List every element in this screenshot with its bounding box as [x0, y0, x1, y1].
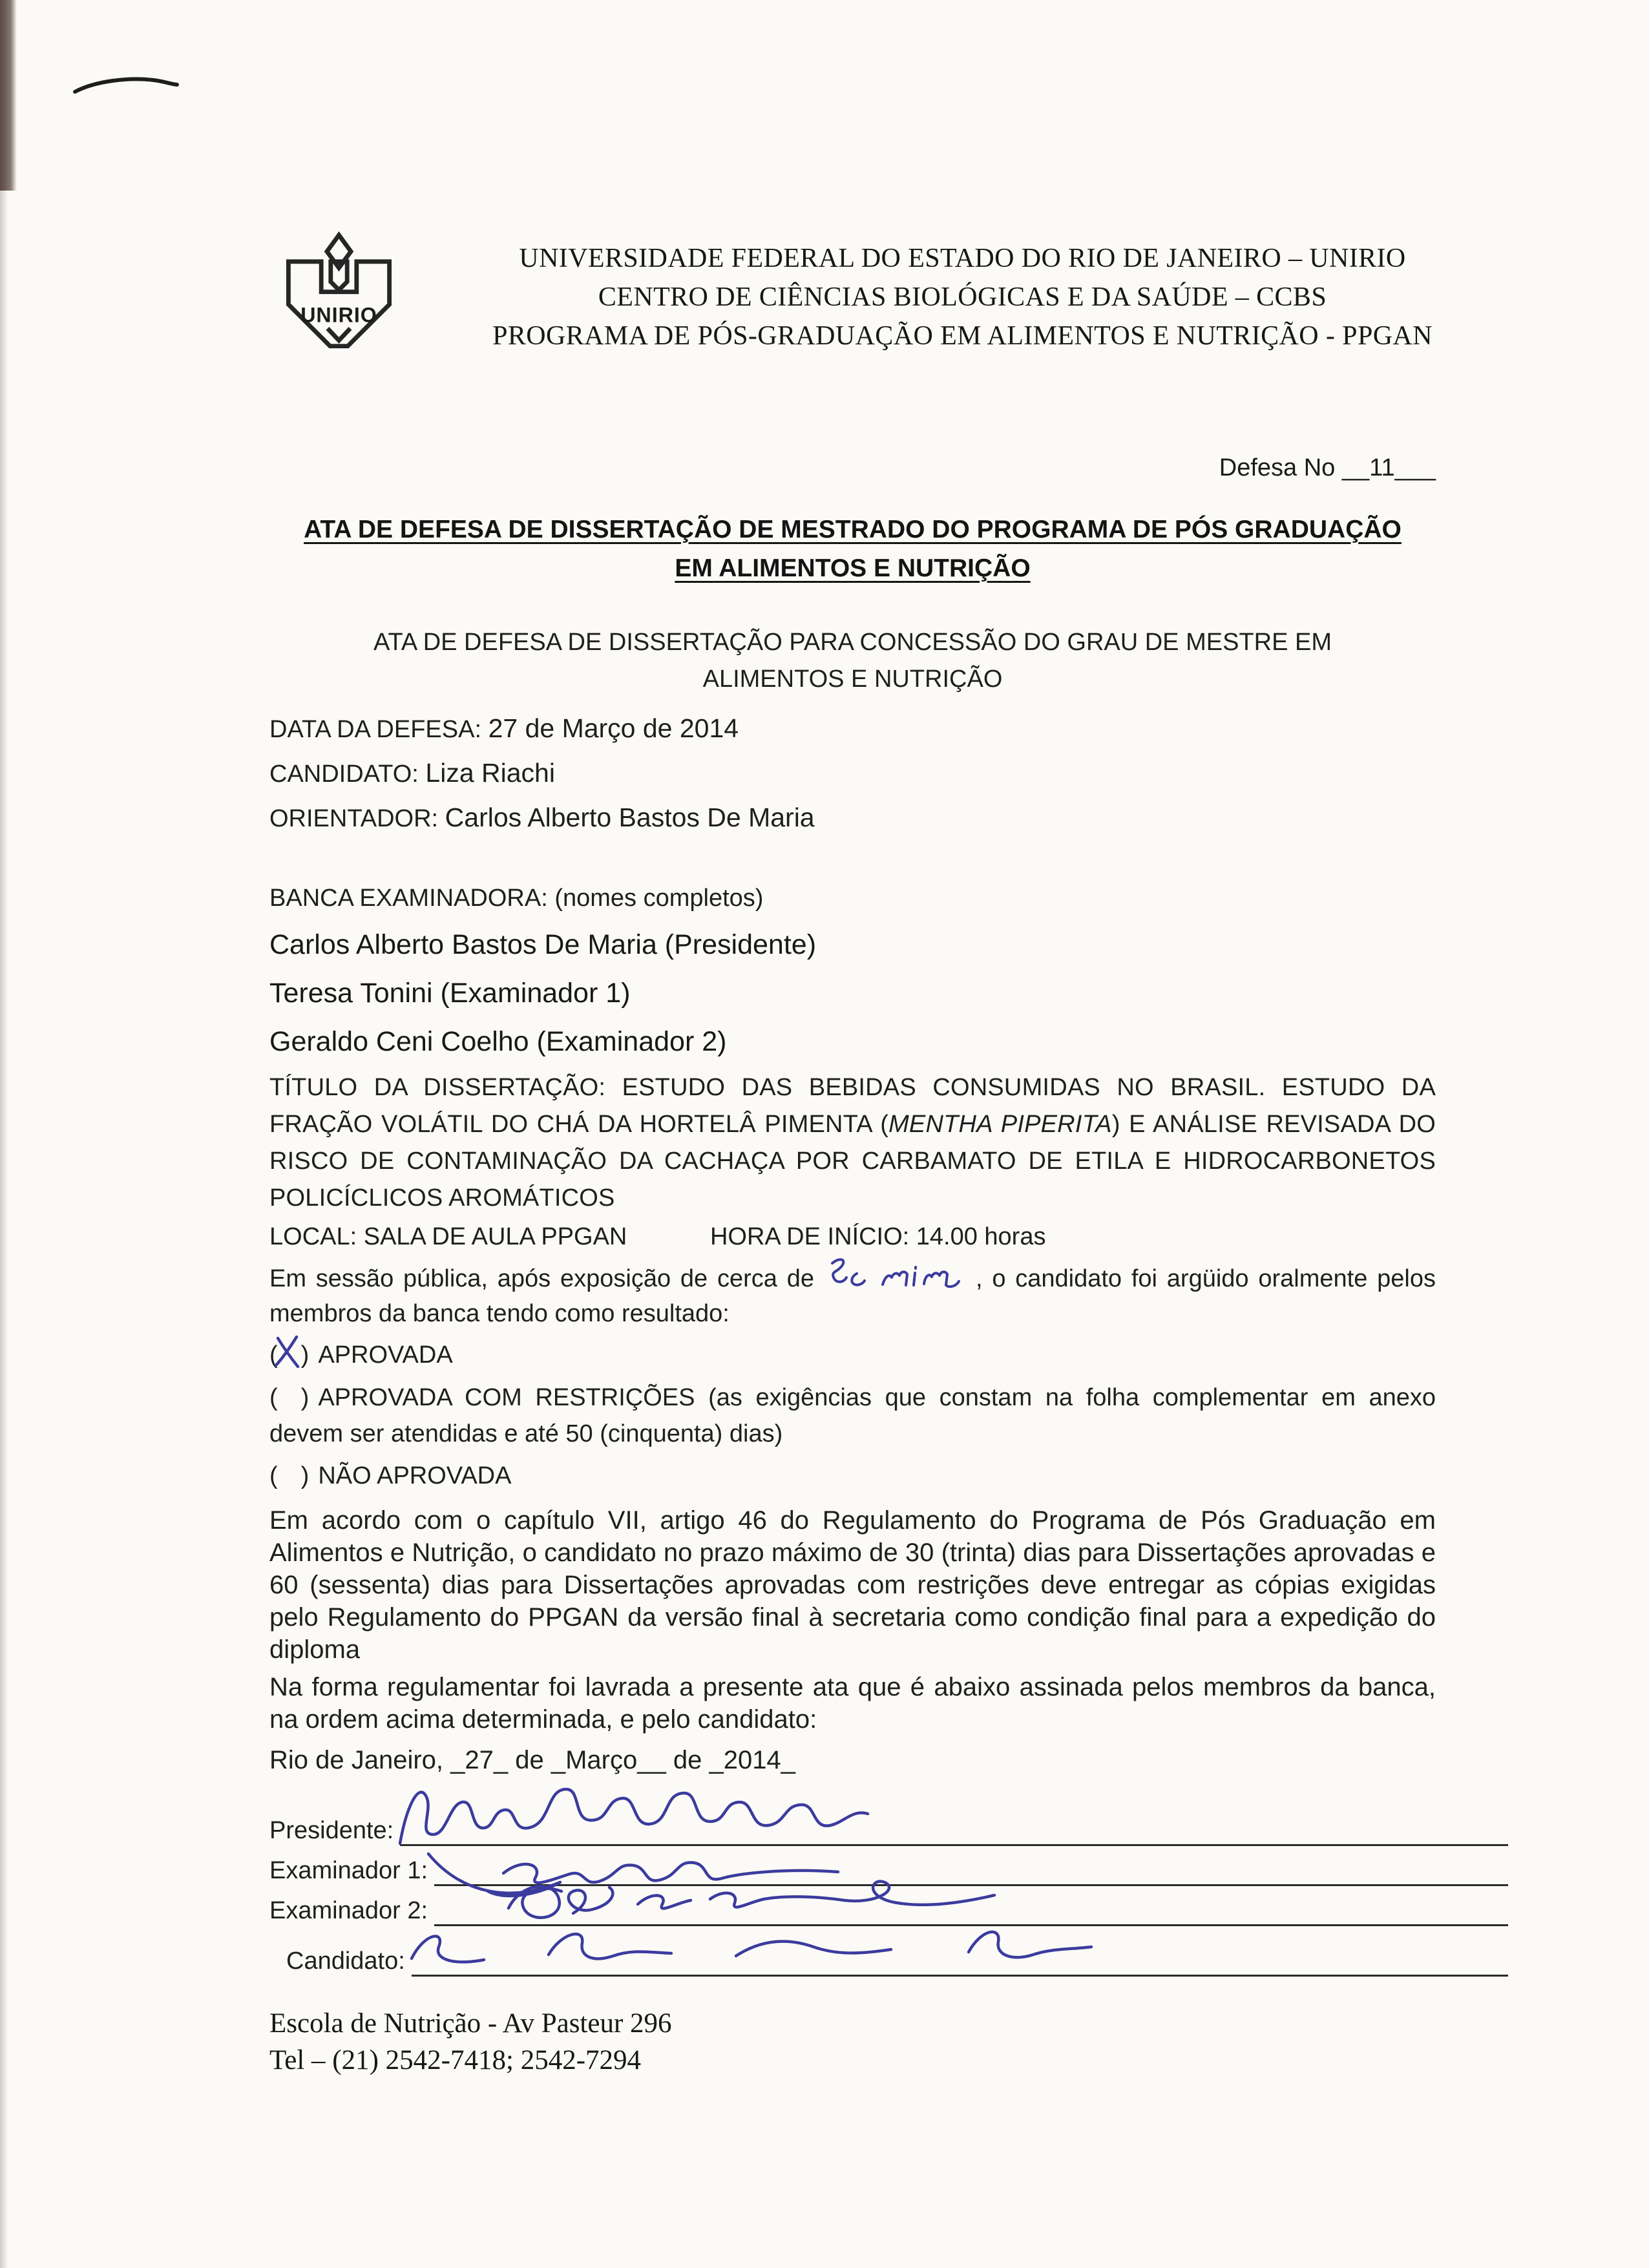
option-not-approved-label: NÃO APROVADA [318, 1462, 512, 1489]
handwritten-duration [819, 1255, 968, 1297]
advisor-label: ORIENTADOR: [269, 805, 439, 832]
candidate-signature-label: Candidato: [286, 1948, 405, 1975]
footer-address: Escola de Nutrição - Av Pasteur 296 [269, 2008, 672, 2039]
option-approved-with-restrictions-label: APROVADA COM RESTRIÇÕES (as exigências que constam na folha complementar em anexo devem ser atendidas e até 50 (cinquenta) dias) [269, 1384, 1436, 1447]
dissertation-title-paragraph [269, 1069, 1436, 1217]
unirio-logo-text: UNIRIO [300, 303, 377, 327]
option-approved-with-restrictions [269, 1380, 1436, 1452]
document-title [269, 510, 1436, 588]
board-member-examiner-2: Geraldo Ceni Coelho (Examinador 2) [269, 1026, 727, 1057]
field-defense-date [269, 713, 1436, 744]
scan-left-shadow [0, 0, 8, 2268]
footer [269, 2005, 1436, 2079]
defense-date-label: DATA DA DEFESA: [269, 716, 482, 743]
unirio-logo [269, 230, 408, 362]
form-fields [269, 713, 1436, 833]
option-not-approved [269, 1462, 1436, 1490]
option-approved [269, 1341, 1436, 1369]
document-content [269, 0, 1436, 2079]
pen-mark [72, 75, 182, 97]
checkbox-open-paren: ( [269, 1462, 278, 1489]
letterhead-line-university: UNIVERSIDADE FEDERAL DO ESTADO DO RIO DE JANEIRO – UNIRIO [519, 244, 1406, 273]
document-subtitle-line-1: ATA DE DEFESA DE DISSERTAÇÃO PARA CONCESSÃO DO GRAU DE MESTRE EM [373, 629, 1332, 656]
examining-board-label: BANCA EXAMINADORA: [269, 885, 548, 912]
examiner-2-signature-line [434, 1921, 1508, 1926]
logo-v [328, 328, 350, 341]
document-title-line-1: ATA DE DEFESA DE DISSERTAÇÃO DE MESTRADO DO PROGRAMA DE PÓS GRADUAÇÃO [304, 516, 1402, 543]
letterhead-line-center: CENTRO DE CIÊNCIAS BIOLÓGICAS E DA SAÚDE – CCBS [598, 282, 1327, 312]
president-signature-line [400, 1841, 1508, 1846]
candidate-value: Liza Riachi [425, 758, 555, 788]
start-time-value: HORA DE INÍCIO: 14.00 horas [709, 1223, 1046, 1250]
checkbox-close-paren: ) [300, 1462, 310, 1489]
document-title-line-2: EM ALIMENTOS E NUTRIÇÃO [675, 554, 1031, 582]
examiner-2-signature-label: Examinador 2: [269, 1897, 428, 1924]
signature-row-examiner-1 [269, 1846, 1508, 1886]
letterhead [269, 230, 1497, 362]
document-subtitle-line-2: ALIMENTOS E NUTRIÇÃO [702, 666, 1003, 693]
signature-row-candidate [269, 1937, 1508, 1977]
defense-date-value: 27 de Março de 2014 [488, 713, 739, 743]
checkbox-close-paren: ) [300, 1384, 310, 1411]
letterhead-text [428, 239, 1497, 355]
checkbox-open-paren: ( [269, 1384, 278, 1411]
option-approved-label: APROVADA [318, 1341, 453, 1369]
signature-row-president [269, 1806, 1508, 1846]
session-paragraph [269, 1261, 1436, 1331]
location-value: LOCAL: SALA DE AULA PPGAN [269, 1223, 627, 1250]
signature-block [269, 1806, 1508, 1977]
session-text-after: , o candidato foi argüido oralmente pelos membros da banca tendo como resultado: [269, 1265, 1436, 1327]
dissertation-title-prefix: TÍTULO DA DISSERTAÇÃO: ESTUDO DAS BEBIDAS CONSUMIDAS NO BRASIL. ESTUDO DA FRAÇÃO VOLÁTIL DO CHÁ DA HORTELÂ PIMENTA ( [269, 1074, 1436, 1138]
location-time-line [269, 1223, 1436, 1251]
examining-board-header [269, 885, 1436, 912]
checkbox-close-paren: ) [300, 1341, 310, 1369]
field-advisor [269, 803, 1436, 833]
dissertation-title-suffix: ) E ANÁLISE REVISADA DO RISCO DE CONTAMINAÇÃO DA CACHAÇA POR CARBAMATO DE ETILA E HIDROCARBONETOS POLICÍCLICOS AROMÁTICOS [269, 1111, 1436, 1212]
examiner-1-signature-line [434, 1881, 1508, 1886]
candidate-signature-line [412, 1971, 1508, 1977]
board-member-president: Carlos Alberto Bastos De Maria (Presidente) [269, 929, 817, 960]
date-line: Rio de Janeiro, _27_ de _Março__ de _2014_ [269, 1746, 795, 1774]
letterhead-line-program: PROGRAMA DE PÓS-GRADUAÇÃO EM ALIMENTOS E NUTRIÇÃO - PPGAN [492, 321, 1433, 351]
regulation-paragraph: Em acordo com o capítulo VII, artigo 46 do Regulamento do Programa de Pós Graduação em Alimentos e Nutrição, o candidato no prazo máximo de 30 (trinta) dias para Dissertações aprovadas e 60 (sessenta) dias para Dissertações aprovadas com restrições deve entregar as cópias exigidas pelo Regulamento do PPGAN da versão final à secretaria como condição final para a expedição do diploma [269, 1506, 1436, 1664]
closing-paragraph: Na forma regulamentar foi lavrada a presente ata que é abaixo assinada pelos membros da banca, na ordem acima determinada, e pelo candidato: [269, 1673, 1436, 1734]
field-candidate [269, 758, 1436, 788]
president-signature-label: Presidente: [269, 1817, 394, 1844]
examining-board-note: (nomes completos) [554, 885, 764, 912]
candidate-label: CANDIDATO: [269, 761, 419, 788]
examiner-1-signature-label: Examinador 1: [269, 1857, 428, 1884]
handwritten-duration-gap [814, 1279, 976, 1286]
signature-row-examiner-2 [269, 1886, 1508, 1926]
session-text-before: Em sessão pública, após exposição de cerca de [269, 1265, 814, 1292]
checkbox-open-paren: ( [269, 1341, 278, 1369]
defense-number: Defesa No __11___ [1219, 454, 1436, 481]
handwritten-x-mark [273, 1334, 302, 1370]
footer-phone: Tel – (21) 2542-7418; 2542-7294 [269, 2045, 642, 2075]
dissertation-title-latin-name: MENTHA PIPERITA [888, 1111, 1112, 1138]
board-member-examiner-1: Teresa Tonini (Examinador 1) [269, 978, 631, 1009]
advisor-value: Carlos Alberto Bastos De Maria [445, 803, 815, 832]
document-subtitle [269, 624, 1436, 698]
